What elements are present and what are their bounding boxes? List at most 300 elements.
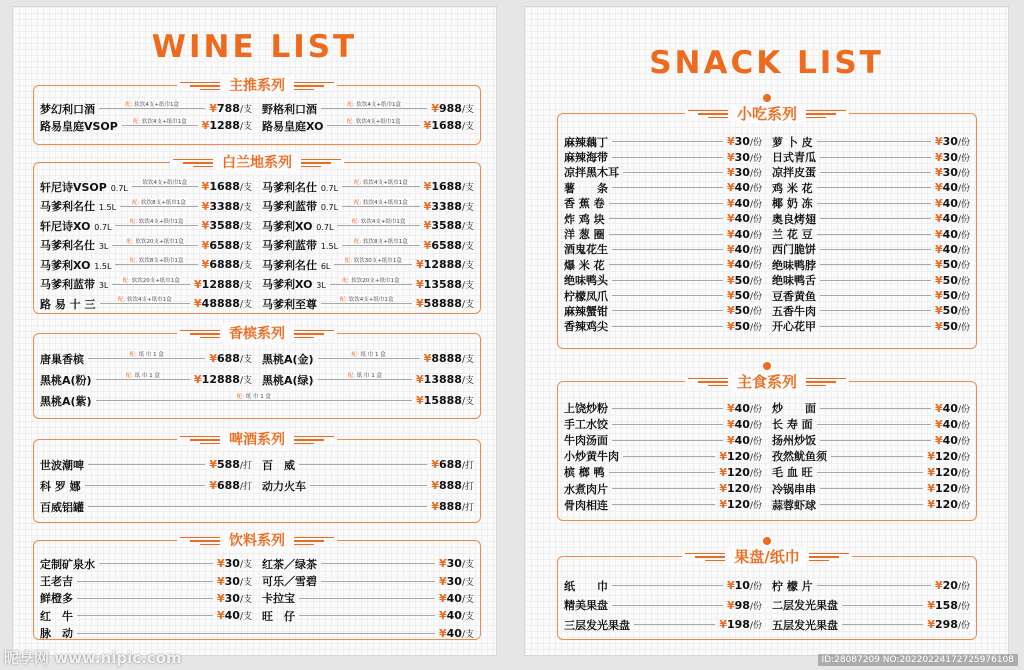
item-name-text: 百 威 xyxy=(262,458,295,472)
item-unit: /份 xyxy=(957,138,970,149)
item-name-text: 牛肉汤面 xyxy=(564,434,608,448)
item-price xyxy=(431,458,474,471)
item-price-value: 40 xyxy=(734,212,750,226)
yen-icon: ¥ xyxy=(431,102,439,115)
item-name xyxy=(772,242,816,257)
yen-icon: ¥ xyxy=(201,119,210,132)
menu-item xyxy=(564,180,762,195)
item-note xyxy=(140,178,189,186)
item-name-text: 野格利口酒 xyxy=(262,102,317,116)
yen-icon: ¥ xyxy=(934,227,943,241)
leader-line xyxy=(820,172,931,173)
item-price xyxy=(209,458,252,471)
item-name-text: 路易皇庭XO xyxy=(262,119,324,133)
item-unit: /支 xyxy=(461,560,474,571)
item-price xyxy=(927,466,970,479)
item-price-value: 50 xyxy=(942,319,958,333)
yen-icon: ¥ xyxy=(216,574,225,588)
item-name xyxy=(564,180,608,195)
yen-icon: ¥ xyxy=(216,609,225,623)
item-price xyxy=(194,278,252,291)
item-price-value: 120 xyxy=(934,449,958,463)
item-name-text: 黑桃A(绿) xyxy=(262,373,314,387)
item-price-value: 1288 xyxy=(209,119,240,132)
menu-item xyxy=(40,177,252,197)
menu-item xyxy=(564,432,762,448)
item-price-value: 120 xyxy=(934,465,958,479)
menu-item xyxy=(262,475,474,496)
item-price-value: 20 xyxy=(942,579,958,593)
yen-icon: ¥ xyxy=(934,165,943,179)
item-note-prefix: 配: xyxy=(353,180,362,187)
item-unit: /份 xyxy=(749,230,762,241)
item-price-value: 6588 xyxy=(209,238,240,252)
item-unit: /份 xyxy=(749,184,762,195)
item-unit: /支 xyxy=(461,241,474,252)
menu-item xyxy=(40,572,252,589)
title-ornament-left xyxy=(177,436,223,445)
yen-icon: ¥ xyxy=(719,482,727,496)
item-price-value: 120 xyxy=(726,498,750,512)
item-unit: /份 xyxy=(749,582,762,593)
item-price xyxy=(416,297,474,310)
item-name-text: 纸 巾 xyxy=(564,579,608,593)
item-name-text: 黑桃A(金) xyxy=(262,352,314,366)
title-ornament-left xyxy=(177,82,223,91)
item-price xyxy=(935,579,970,592)
yen-icon: ¥ xyxy=(726,319,735,333)
yen-icon: ¥ xyxy=(726,417,735,431)
leader-line xyxy=(817,234,931,235)
yen-icon: ¥ xyxy=(726,258,735,272)
item-price-value: 40 xyxy=(734,258,750,272)
item-name-text: 豆香黄鱼 xyxy=(772,289,816,303)
item-price-value: 788 xyxy=(216,102,240,115)
snack-section xyxy=(557,373,977,521)
yen-icon: ¥ xyxy=(934,196,943,210)
item-name xyxy=(40,179,128,195)
yen-icon: ¥ xyxy=(726,181,735,195)
item-unit: /份 xyxy=(957,404,970,415)
item-size: 0.7L xyxy=(94,222,112,232)
leader-line xyxy=(77,581,213,582)
item-price-value: 40 xyxy=(942,433,958,447)
item-name-text: 二层发光果盘 xyxy=(772,599,838,613)
item-name-text: 马爹利蓝带 xyxy=(40,278,95,292)
item-unit: /份 xyxy=(749,322,762,333)
leader-line xyxy=(820,408,931,409)
wine-list-page xyxy=(12,6,497,656)
item-name xyxy=(772,481,816,497)
menu-item xyxy=(262,294,474,314)
item-name-text: 洋 葱 圈 xyxy=(564,228,605,242)
leader-line xyxy=(112,238,197,246)
item-price-value: 50 xyxy=(734,273,750,287)
menu-item xyxy=(772,257,970,272)
section-title: 啤酒系列 xyxy=(223,430,291,450)
menu-item xyxy=(262,369,474,390)
item-price xyxy=(727,579,762,592)
menu-item xyxy=(772,576,970,596)
item-name xyxy=(564,497,608,513)
yen-icon: ¥ xyxy=(934,579,943,593)
menu-item xyxy=(40,117,252,134)
item-name-text: 香 蕉 卷 xyxy=(564,197,605,211)
item-price-value: 30 xyxy=(224,574,240,588)
item-price-value: 6888 xyxy=(209,258,240,272)
item-note-prefix: 配: xyxy=(339,297,347,304)
item-price-value: 30 xyxy=(446,574,462,588)
leader-line xyxy=(609,234,723,235)
yen-icon: ¥ xyxy=(726,273,735,287)
item-name xyxy=(772,464,813,480)
item-price-value: 40 xyxy=(224,609,240,623)
item-name xyxy=(564,196,605,211)
wine-section xyxy=(33,533,481,641)
yen-icon: ¥ xyxy=(927,482,935,496)
section-header xyxy=(34,76,480,96)
item-price xyxy=(424,200,474,213)
item-price xyxy=(416,258,474,271)
item-note-text: 软饮4支+纸巾1盒 xyxy=(363,199,408,206)
item-name xyxy=(40,218,111,234)
item-unit: /份 xyxy=(749,468,762,479)
leader-line xyxy=(120,199,198,207)
item-unit: /支 xyxy=(461,397,474,407)
item-price-value: 40 xyxy=(446,626,462,640)
item-unit: /份 xyxy=(749,501,762,512)
item-price-value: 30 xyxy=(446,557,462,571)
yen-icon: ¥ xyxy=(194,373,202,386)
item-name-text: 马爹利XO xyxy=(40,258,91,272)
item-note-text: 软饮20支+纸巾1盒 xyxy=(135,238,184,245)
item-unit: /支 xyxy=(239,183,252,194)
title-ornament-right xyxy=(803,378,849,387)
wine-section xyxy=(33,78,481,145)
item-name-text: 定制矿泉水 xyxy=(40,557,95,571)
item-price-value: 40 xyxy=(942,212,958,226)
item-name xyxy=(564,578,608,594)
leader-line xyxy=(122,119,198,126)
menu-item xyxy=(772,196,970,211)
item-name-text: 小炒黄牛肉 xyxy=(564,450,619,464)
item-price xyxy=(935,151,970,164)
item-name-text: 卡拉宝 xyxy=(262,592,295,606)
item-note xyxy=(340,276,401,284)
leader-line xyxy=(342,180,420,187)
item-price xyxy=(424,219,474,232)
item-price xyxy=(935,289,970,302)
item-price-value: 30 xyxy=(942,135,958,149)
item-name xyxy=(40,118,118,134)
item-price xyxy=(727,274,762,287)
item-price xyxy=(424,352,474,365)
leader-line xyxy=(132,180,198,187)
item-name-text: 水煮肉片 xyxy=(564,482,608,496)
menu-item xyxy=(262,454,474,475)
item-unit: /支 xyxy=(461,261,474,272)
item-name-text: 梦幻利口酒 xyxy=(40,102,95,116)
item-name xyxy=(564,134,608,149)
item-name xyxy=(772,134,813,149)
item-note-prefix: 配: xyxy=(353,238,362,245)
item-unit: /份 xyxy=(749,621,762,632)
menu-item xyxy=(40,390,474,411)
yen-icon: ¥ xyxy=(209,458,217,471)
yen-icon: ¥ xyxy=(934,242,943,256)
yen-icon: ¥ xyxy=(726,165,735,179)
menu-item xyxy=(564,303,762,318)
item-price xyxy=(202,180,252,193)
item-note-text: 软饮4支+纸巾1盒 xyxy=(142,180,188,187)
item-unit: /份 xyxy=(749,138,762,149)
leader-line xyxy=(820,157,931,158)
leader-line xyxy=(321,563,435,564)
leader-line xyxy=(77,615,213,616)
menu-item xyxy=(564,211,762,226)
leader-line xyxy=(817,187,931,188)
item-unit: /份 xyxy=(957,153,970,164)
item-note-text: 软饮4支+纸巾1盒 xyxy=(355,119,401,125)
title-ornament-right xyxy=(291,436,337,445)
menu-item xyxy=(772,242,970,257)
item-name-text: 绝味鸭舌 xyxy=(772,274,816,288)
item-name xyxy=(772,273,816,288)
leader-line xyxy=(817,424,931,425)
item-name-text: 麻辣藕丁 xyxy=(564,135,608,149)
leader-line xyxy=(77,633,435,634)
yen-icon: ¥ xyxy=(927,465,935,479)
leader-line xyxy=(337,219,419,226)
leader-line xyxy=(299,464,427,465)
item-name-text: 孜然鱿鱼须 xyxy=(772,450,827,464)
item-price-value: 988 xyxy=(438,102,462,115)
yen-icon: ¥ xyxy=(726,289,735,303)
item-price-value: 888 xyxy=(438,479,462,492)
item-name-text: 柠 檬 片 xyxy=(772,579,813,593)
yen-icon: ¥ xyxy=(431,500,439,513)
item-unit: /份 xyxy=(749,168,762,179)
yen-icon: ¥ xyxy=(934,181,943,195)
item-price xyxy=(727,243,762,256)
item-name-text: 日式青瓜 xyxy=(772,151,816,165)
yen-icon: ¥ xyxy=(719,618,727,632)
item-name xyxy=(262,179,338,195)
item-note-text: 纸 巾 1 盒 xyxy=(138,352,164,358)
item-price xyxy=(727,135,762,148)
item-name-text: 西门脆饼 xyxy=(772,243,816,257)
snack-section xyxy=(557,548,977,640)
item-note xyxy=(338,295,396,303)
item-name-text: 凉拌皮蛋 xyxy=(772,166,816,180)
item-price-value: 158 xyxy=(934,598,958,612)
item-name xyxy=(772,416,813,432)
menu-item xyxy=(40,454,252,475)
item-unit: /份 xyxy=(957,168,970,179)
section-title: 果盘/纸巾 xyxy=(728,547,805,567)
item-price xyxy=(439,609,474,622)
item-note-text: 纸 巾 1 盒 xyxy=(134,373,160,379)
title-ornament-right xyxy=(803,110,849,119)
item-name xyxy=(772,211,816,226)
item-price-value: 3388 xyxy=(209,199,240,213)
menu-item xyxy=(564,400,762,416)
leader-line xyxy=(612,326,723,327)
menu-item xyxy=(262,590,474,607)
item-price xyxy=(439,575,474,588)
item-name-text: 黑桃A(粉) xyxy=(40,373,92,387)
leader-line xyxy=(612,295,723,296)
yen-icon: ¥ xyxy=(934,258,943,272)
yen-icon: ¥ xyxy=(416,258,424,272)
item-price-value: 15888 xyxy=(423,394,462,407)
title-ornament-right xyxy=(291,330,337,339)
item-price xyxy=(719,498,762,511)
item-name-text: 科 罗 娜 xyxy=(40,479,81,493)
item-price xyxy=(727,258,762,271)
yen-icon: ¥ xyxy=(934,135,943,149)
item-note xyxy=(131,117,189,125)
item-name xyxy=(40,457,84,473)
menu-item xyxy=(262,555,474,572)
yen-icon: ¥ xyxy=(927,498,935,512)
leader-line xyxy=(115,258,197,265)
menu-item xyxy=(262,255,474,275)
yen-icon: ¥ xyxy=(726,150,735,164)
item-unit: /打 xyxy=(461,461,474,471)
leader-line xyxy=(115,219,197,226)
menu-item xyxy=(40,590,252,607)
item-size: 6L xyxy=(320,261,331,271)
item-price-value: 888 xyxy=(438,500,462,513)
item-size: 0.7L xyxy=(320,203,339,213)
menu-item xyxy=(262,572,474,589)
item-note xyxy=(345,117,403,125)
item-name-text: 五层发光果盘 xyxy=(772,618,838,632)
item-price xyxy=(431,500,474,513)
leader-line xyxy=(612,440,723,441)
item-price xyxy=(416,278,474,291)
yen-icon: ¥ xyxy=(416,373,424,386)
leader-line xyxy=(609,218,723,219)
item-price-value: 688 xyxy=(216,352,240,365)
leader-line xyxy=(342,238,420,246)
item-unit: /打 xyxy=(239,482,252,492)
menu-item xyxy=(564,257,762,272)
title-ornament-right xyxy=(291,537,337,546)
item-price xyxy=(439,592,474,605)
item-name xyxy=(40,556,95,572)
yen-icon: ¥ xyxy=(934,212,943,226)
item-unit: /支 xyxy=(461,594,474,605)
item-price-value: 120 xyxy=(726,482,750,496)
item-unit: /份 xyxy=(957,436,970,447)
section-dot-icon xyxy=(761,360,773,372)
item-name xyxy=(564,617,630,633)
yen-icon: ¥ xyxy=(209,352,217,365)
item-note-prefix: 配: xyxy=(351,352,359,358)
item-name-text: 轩尼诗VSOP xyxy=(40,180,107,194)
yen-icon: ¥ xyxy=(416,297,424,311)
item-unit: /份 xyxy=(749,276,762,287)
item-unit: /份 xyxy=(957,452,970,463)
yen-icon: ¥ xyxy=(726,242,735,256)
item-note-prefix: 配: xyxy=(131,199,140,206)
item-name xyxy=(564,273,608,288)
leader-line xyxy=(831,456,923,457)
menu-item xyxy=(40,216,252,236)
item-price-value: 30 xyxy=(734,135,750,149)
item-price xyxy=(927,482,970,495)
yen-icon: ¥ xyxy=(726,227,735,241)
item-unit: /份 xyxy=(957,292,970,303)
item-name-text: 唐巢香槟 xyxy=(40,352,84,366)
item-price-value: 298 xyxy=(934,618,958,632)
item-name xyxy=(772,617,838,633)
yen-icon: ¥ xyxy=(423,199,432,213)
item-name-text: 五香牛肉 xyxy=(772,305,816,318)
item-name xyxy=(40,296,96,312)
item-price-value: 40 xyxy=(734,401,750,415)
item-note xyxy=(130,198,188,206)
item-name xyxy=(772,497,816,513)
leader-line xyxy=(99,102,205,109)
leader-line xyxy=(612,280,723,281)
yen-icon: ¥ xyxy=(438,626,447,640)
leader-line xyxy=(96,394,412,401)
item-unit: /支 xyxy=(461,105,474,115)
yen-icon: ¥ xyxy=(201,199,210,213)
leader-line xyxy=(820,218,931,219)
item-price-value: 40 xyxy=(942,227,958,241)
item-price-value: 588 xyxy=(216,458,240,471)
item-price-value: 50 xyxy=(942,258,958,272)
leader-line xyxy=(342,199,420,207)
item-name-text: 炸 鸡 块 xyxy=(564,212,605,226)
item-note-prefix: 配: xyxy=(353,199,362,206)
item-size: 3L xyxy=(316,281,326,291)
item-price xyxy=(935,135,970,148)
yen-icon: ¥ xyxy=(927,598,935,612)
item-price xyxy=(202,119,252,132)
menu-item xyxy=(564,149,762,164)
menu-item xyxy=(564,416,762,432)
leader-line xyxy=(817,472,924,473)
item-price-value: 198 xyxy=(726,618,750,632)
yen-icon: ¥ xyxy=(726,212,735,226)
item-price xyxy=(439,557,474,570)
item-unit: /支 xyxy=(239,560,252,571)
item-note xyxy=(352,198,410,206)
item-price-value: 40 xyxy=(734,417,750,431)
item-unit: /份 xyxy=(749,245,762,256)
item-price-value: 40 xyxy=(942,242,958,256)
title-ornament-right xyxy=(291,82,337,91)
menu-item xyxy=(564,242,762,257)
title-ornament-left xyxy=(682,553,728,562)
item-note-text: 纸 巾 1 盒 xyxy=(356,373,382,379)
item-price xyxy=(727,418,762,431)
item-price xyxy=(209,352,252,365)
item-unit: /打 xyxy=(461,482,474,492)
item-price-value: 40 xyxy=(734,181,750,195)
item-name xyxy=(564,257,605,272)
item-name xyxy=(772,578,813,594)
item-price-value: 120 xyxy=(726,465,750,479)
item-price xyxy=(719,482,762,495)
item-price-value: 12888 xyxy=(423,258,462,272)
item-size: 0.7L xyxy=(110,183,128,193)
